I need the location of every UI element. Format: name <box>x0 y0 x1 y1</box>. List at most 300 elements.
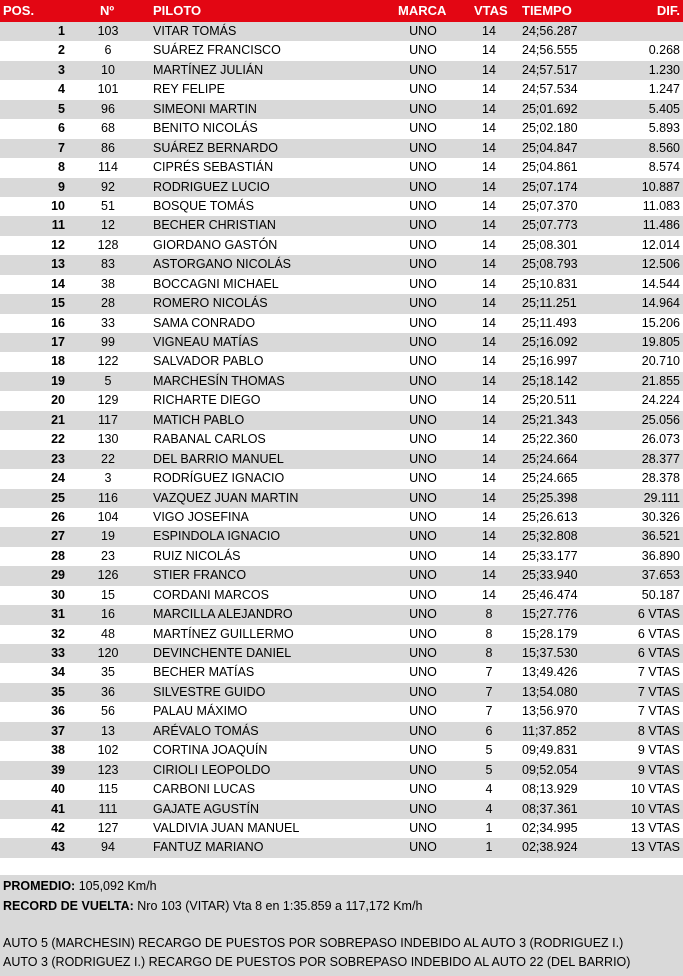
cell-num: 23 <box>101 548 115 563</box>
cell-marca: UNO <box>409 354 437 369</box>
cell-pos: 6 <box>58 121 65 136</box>
cell-dif: 20.710 <box>641 354 680 369</box>
table-row <box>0 119 683 138</box>
cell-marca: UNO <box>409 237 437 252</box>
cell-piloto: BECHER MATÍAS <box>153 665 255 680</box>
cell-dif: 6 VTAS <box>637 607 680 622</box>
cell-marca: UNO <box>409 179 437 194</box>
cell-piloto: MARCHESÍN THOMAS <box>153 373 285 388</box>
promedio-line <box>3 879 157 893</box>
cell-pos: 30 <box>51 587 65 602</box>
cell-dif: 36.521 <box>641 529 680 544</box>
cell-num: 115 <box>98 782 118 797</box>
cell-vtas: 14 <box>482 101 496 116</box>
cell-vtas: 14 <box>482 121 496 136</box>
cell-piloto: CORTINA JOAQUÍN <box>153 743 268 758</box>
cell-pos: 21 <box>51 412 65 427</box>
cell-marca: UNO <box>409 840 437 855</box>
cell-marca: UNO <box>409 101 437 116</box>
cell-vtas: 7 <box>485 665 493 680</box>
cell-vtas: 14 <box>482 490 496 505</box>
cell-num: 99 <box>101 335 115 349</box>
table-row <box>0 314 683 333</box>
cell-vtas: 14 <box>482 140 496 155</box>
cell-dif: 36.890 <box>641 548 680 563</box>
cell-tiempo: 24;56.555 <box>522 43 578 58</box>
cell-num: 68 <box>101 121 115 136</box>
cell-pos: 22 <box>51 432 65 447</box>
cell-tiempo: 25;02.180 <box>522 121 578 136</box>
cell-marca: UNO <box>409 160 437 175</box>
cell-pos: 36 <box>51 704 65 719</box>
cell-dif: 13 VTAS <box>630 840 680 855</box>
cell-piloto: PALAU MÁXIMO <box>153 704 248 719</box>
table-row <box>0 838 683 857</box>
cell-num: 83 <box>101 257 115 272</box>
cell-num: 101 <box>97 82 119 97</box>
cell-num: 122 <box>97 354 119 369</box>
cell-tiempo: 02;38.924 <box>522 840 578 855</box>
cell-dif: 50.187 <box>641 587 680 602</box>
table-header <box>0 0 683 22</box>
cell-pos: 39 <box>51 762 65 777</box>
cell-vtas: 6 <box>485 723 493 738</box>
cell-tiempo: 13;49.426 <box>522 665 578 680</box>
cell-marca: UNO <box>409 393 437 408</box>
cell-piloto: BECHER CHRISTIAN <box>153 218 276 233</box>
cell-dif: 29.111 <box>643 490 680 505</box>
cell-vtas: 14 <box>482 471 496 486</box>
cell-marca: UNO <box>409 509 437 524</box>
cell-marca: UNO <box>409 412 437 427</box>
cell-dif: 6 VTAS <box>637 626 680 641</box>
table-row <box>0 586 683 605</box>
cell-vtas: 14 <box>482 43 496 58</box>
cell-marca: UNO <box>409 62 437 77</box>
cell-dif: 9 VTAS <box>637 743 680 758</box>
cell-tiempo: 25;20.511 <box>522 393 577 408</box>
cell-marca: UNO <box>409 198 437 213</box>
table-row <box>0 508 683 527</box>
cell-num: 92 <box>101 179 115 194</box>
cell-piloto: VAZQUEZ JUAN MARTIN <box>153 490 299 505</box>
cell-marca: UNO <box>409 140 437 155</box>
cell-pos: 19 <box>51 373 65 388</box>
cell-vtas: 14 <box>482 82 496 97</box>
cell-piloto: RODRÍGUEZ IGNACIO <box>153 471 285 486</box>
cell-vtas: 14 <box>482 529 496 544</box>
cell-tiempo: 25;04.847 <box>522 140 578 155</box>
cell-pos: 20 <box>51 393 65 408</box>
cell-num: 104 <box>97 509 119 524</box>
cell-piloto: VITAR TOMÁS <box>153 24 237 38</box>
cell-piloto: SAMA CONRADO <box>153 315 256 330</box>
cell-tiempo: 15;37.530 <box>522 646 578 660</box>
header-vtas: VTAS <box>474 3 508 18</box>
cell-marca: UNO <box>409 801 437 816</box>
cell-pos: 33 <box>51 646 65 660</box>
cell-dif: 10 VTAS <box>630 801 680 816</box>
cell-dif: 10.887 <box>641 179 680 194</box>
cell-piloto: DEL BARRIO MANUEL <box>153 451 284 466</box>
cell-piloto: ESPINDOLA IGNACIO <box>153 529 281 544</box>
cell-pos: 34 <box>51 665 65 680</box>
cell-num: 3 <box>104 471 112 486</box>
cell-tiempo: 25;10.831 <box>522 276 578 291</box>
cell-vtas: 14 <box>482 451 496 466</box>
cell-pos: 7 <box>58 140 65 155</box>
cell-tiempo: 08;13.929 <box>522 782 578 797</box>
cell-pos: 16 <box>51 315 65 330</box>
cell-num: 33 <box>101 315 115 330</box>
table-row <box>0 489 683 508</box>
table-row <box>0 100 683 119</box>
cell-tiempo: 11;37.852 <box>522 723 577 738</box>
cell-vtas: 8 <box>485 626 493 641</box>
cell-num: 102 <box>97 743 119 758</box>
cell-dif: 14.544 <box>641 276 680 291</box>
header-pos: POS. <box>3 3 35 18</box>
cell-vtas: 14 <box>482 568 496 583</box>
note-1: AUTO 5 (MARCHESIN) RECARGO DE PUESTOS POR SOBREPASO INDEBIDO AL AUTO 3 (RODRIGUEZ I.) <box>3 936 624 950</box>
cell-piloto: ARÉVALO TOMÁS <box>153 723 259 738</box>
header-marca: MARCA <box>398 3 447 18</box>
cell-pos: 13 <box>51 257 65 272</box>
table-row <box>0 255 683 274</box>
cell-vtas: 14 <box>482 548 496 563</box>
cell-pos: 38 <box>51 743 65 758</box>
cell-tiempo: 15;27.776 <box>522 607 578 622</box>
table-row <box>0 702 683 721</box>
cell-piloto: MARTÍNEZ JULIÁN <box>153 62 264 77</box>
cell-vtas: 14 <box>482 160 496 175</box>
cell-tiempo: 09;49.831 <box>522 743 578 758</box>
cell-vtas: 4 <box>485 782 493 797</box>
cell-piloto: SUÁREZ FRANCISCO <box>153 43 281 58</box>
table-row <box>0 178 683 197</box>
cell-dif: 8 VTAS <box>637 723 680 738</box>
cell-dif: 10 VTAS <box>630 782 680 797</box>
cell-dif: 25.056 <box>641 412 680 427</box>
cell-dif: 8.574 <box>648 160 680 175</box>
cell-dif: 1.230 <box>648 62 680 77</box>
cell-pos: 41 <box>51 801 65 816</box>
cell-dif: 37.653 <box>641 568 680 583</box>
cell-num: 56 <box>101 704 115 719</box>
cell-marca: UNO <box>409 471 437 486</box>
table-row <box>0 236 683 255</box>
cell-tiempo: 24;57.534 <box>522 82 578 97</box>
cell-piloto: MARTÍNEZ GUILLERMO <box>153 626 294 641</box>
cell-vtas: 14 <box>482 257 496 272</box>
cell-piloto: VIGNEAU MATÍAS <box>153 335 259 349</box>
cell-piloto: GAJATE AGUSTÍN <box>153 801 260 816</box>
cell-dif: 7 VTAS <box>637 704 680 719</box>
cell-num: 86 <box>101 140 115 155</box>
cell-tiempo: 25;07.174 <box>522 179 578 194</box>
table-row <box>0 780 683 799</box>
header-piloto: PILOTO <box>153 3 202 18</box>
cell-pos: 17 <box>51 335 65 349</box>
cell-marca: UNO <box>409 607 437 622</box>
cell-pos: 37 <box>51 723 65 738</box>
cell-tiempo: 02;34.995 <box>522 820 578 835</box>
table-row <box>0 566 683 585</box>
cell-num: 12 <box>101 218 115 233</box>
table-row <box>0 216 683 235</box>
cell-dif: 19.805 <box>641 335 680 349</box>
header-tiempo: TIEMPO <box>522 3 572 18</box>
note-2: AUTO 3 (RODRIGUEZ I.) RECARGO DE PUESTOS POR SOBREPASO INDEBIDO AL AUTO 22 (DEL BARRIO) <box>3 955 631 969</box>
cell-piloto: VIGO JOSEFINA <box>153 509 249 524</box>
cell-vtas: 14 <box>482 315 496 330</box>
cell-marca: UNO <box>409 43 437 58</box>
cell-vtas: 14 <box>482 218 496 233</box>
cell-piloto: MARCILLA ALEJANDRO <box>153 607 293 622</box>
table-row <box>0 430 683 449</box>
table-row <box>0 411 683 430</box>
cell-piloto: SIMEONI MARTIN <box>153 101 257 116</box>
table-row <box>0 197 683 216</box>
cell-marca: UNO <box>409 315 437 330</box>
table-row <box>0 391 683 410</box>
cell-num: 10 <box>101 62 115 77</box>
table-row <box>0 527 683 546</box>
cell-num: 117 <box>98 412 118 427</box>
cell-piloto: RUIZ NICOLÁS <box>153 548 241 563</box>
cell-num: 48 <box>101 626 115 641</box>
cell-marca: UNO <box>409 121 437 136</box>
cell-vtas: 14 <box>482 587 496 602</box>
cell-tiempo: 25;24.664 <box>522 451 578 466</box>
cell-num: 116 <box>98 490 118 505</box>
cell-dif: 5.893 <box>648 121 680 136</box>
table-row <box>0 625 683 644</box>
cell-num: 127 <box>97 820 119 835</box>
cell-marca: UNO <box>409 762 437 777</box>
cell-num: 36 <box>101 684 115 699</box>
cell-pos: 10 <box>51 198 65 213</box>
cell-vtas: 14 <box>482 296 496 311</box>
cell-vtas: 8 <box>485 646 493 660</box>
promedio-value: 105,092 Km/h <box>75 879 157 893</box>
cell-vtas: 5 <box>485 762 493 777</box>
cell-vtas: 7 <box>485 684 493 699</box>
cell-pos: 2 <box>58 43 65 58</box>
cell-piloto: VALDIVIA JUAN MANUEL <box>153 820 300 835</box>
cell-tiempo: 25;33.177 <box>522 548 578 563</box>
cell-pos: 12 <box>51 237 65 252</box>
cell-marca: UNO <box>409 587 437 602</box>
cell-pos: 40 <box>51 782 65 797</box>
cell-tiempo: 15;28.179 <box>522 626 578 641</box>
cell-dif: 9 VTAS <box>637 762 680 777</box>
cell-pos: 18 <box>51 354 65 369</box>
cell-pos: 32 <box>51 626 65 641</box>
cell-marca: UNO <box>409 276 437 291</box>
cell-pos: 27 <box>51 529 65 544</box>
cell-vtas: 14 <box>482 276 496 291</box>
cell-marca: UNO <box>409 626 437 641</box>
cell-vtas: 14 <box>482 432 496 447</box>
cell-pos: 8 <box>58 160 65 175</box>
cell-dif: 1.247 <box>648 82 680 97</box>
cell-num: 13 <box>101 723 115 738</box>
cell-pos: 35 <box>51 684 65 699</box>
record-label: RECORD DE VUELTA: <box>3 899 134 913</box>
cell-piloto: SUÁREZ BERNARDO <box>153 140 279 155</box>
cell-vtas: 7 <box>485 704 493 719</box>
table-row <box>0 139 683 158</box>
cell-num: 130 <box>97 432 119 447</box>
cell-tiempo: 13;56.970 <box>522 704 578 719</box>
record-line <box>3 899 422 913</box>
cell-dif: 13 VTAS <box>630 820 680 835</box>
cell-vtas: 14 <box>482 179 496 194</box>
cell-tiempo: 25;11.493 <box>522 315 577 330</box>
header-dif: DIF. <box>656 3 680 18</box>
cell-marca: UNO <box>409 568 437 583</box>
cell-dif: 24.224 <box>641 393 680 408</box>
cell-tiempo: 09;52.054 <box>522 762 578 777</box>
cell-pos: 23 <box>51 451 65 466</box>
cell-num: 126 <box>97 568 119 583</box>
cell-vtas: 14 <box>482 393 496 408</box>
table-row <box>0 333 683 352</box>
cell-pos: 5 <box>58 101 65 116</box>
cell-piloto: RABANAL CARLOS <box>153 432 266 447</box>
cell-piloto: BOSQUE TOMÁS <box>153 198 254 213</box>
table-row <box>0 158 683 177</box>
cell-piloto: ASTORGANO NICOLÁS <box>153 257 291 272</box>
cell-marca: UNO <box>409 490 437 505</box>
cell-marca: UNO <box>409 646 437 660</box>
cell-marca: UNO <box>409 665 437 680</box>
cell-dif: 6 VTAS <box>637 646 680 660</box>
table-row <box>0 722 683 741</box>
cell-pos: 9 <box>58 179 65 194</box>
cell-num: 15 <box>101 587 115 602</box>
cell-tiempo: 25;11.251 <box>522 296 577 311</box>
cell-piloto: SILVESTRE GUIDO <box>153 684 266 699</box>
cell-vtas: 14 <box>482 198 496 213</box>
cell-tiempo: 25;08.793 <box>522 257 578 272</box>
table-row <box>0 644 683 663</box>
cell-dif: 12.506 <box>641 257 680 272</box>
cell-num: 120 <box>97 646 119 660</box>
cell-dif: 0.268 <box>648 43 680 58</box>
cell-num: 35 <box>101 665 115 680</box>
cell-num: 5 <box>104 373 112 388</box>
cell-pos: 28 <box>51 548 65 563</box>
cell-num: 22 <box>101 451 115 466</box>
table-row <box>0 800 683 819</box>
table-row <box>0 547 683 566</box>
cell-piloto: CIRIOLI LEOPOLDO <box>153 762 271 777</box>
cell-piloto: CARBONI LUCAS <box>153 782 256 797</box>
cell-pos: 43 <box>51 840 65 855</box>
cell-vtas: 14 <box>482 237 496 252</box>
cell-dif: 15.206 <box>641 315 680 330</box>
cell-vtas: 14 <box>482 373 496 388</box>
cell-num: 51 <box>101 198 115 213</box>
table-row <box>0 761 683 780</box>
table-row <box>0 605 683 624</box>
cell-tiempo: 25;18.142 <box>522 373 578 388</box>
cell-pos: 1 <box>58 24 65 38</box>
table-row <box>0 819 683 838</box>
cell-piloto: MATICH PABLO <box>153 412 245 427</box>
cell-piloto: BENITO NICOLÁS <box>153 121 258 136</box>
cell-marca: UNO <box>409 257 437 272</box>
cell-pos: 25 <box>51 490 65 505</box>
cell-piloto: BOCCAGNI MICHAEL <box>153 276 279 291</box>
cell-tiempo: 24;57.517 <box>522 62 578 77</box>
cell-vtas: 1 <box>485 820 493 835</box>
cell-vtas: 14 <box>482 24 496 38</box>
cell-tiempo: 25;33.940 <box>522 568 578 583</box>
cell-tiempo: 08;37.361 <box>522 801 578 816</box>
cell-vtas: 1 <box>485 840 493 855</box>
table-row <box>0 469 683 488</box>
cell-vtas: 8 <box>485 607 493 622</box>
cell-piloto: GIORDANO GASTÓN <box>153 237 278 252</box>
cell-marca: UNO <box>409 704 437 719</box>
cell-pos: 14 <box>51 276 65 291</box>
cell-num: 114 <box>98 160 118 175</box>
cell-tiempo: 25;46.474 <box>522 587 578 602</box>
table-row <box>0 41 683 60</box>
cell-dif: 11.083 <box>642 198 680 213</box>
table-row <box>0 683 683 702</box>
cell-marca: UNO <box>409 82 437 97</box>
cell-num: 94 <box>101 840 115 855</box>
cell-vtas: 14 <box>482 509 496 524</box>
cell-marca: UNO <box>409 548 437 563</box>
cell-piloto: SALVADOR PABLO <box>153 354 264 369</box>
cell-num: 28 <box>101 296 115 311</box>
cell-pos: 3 <box>58 62 65 77</box>
cell-piloto: ROMERO NICOLÁS <box>153 296 268 311</box>
cell-num: 103 <box>97 24 119 38</box>
cell-num: 128 <box>97 237 119 252</box>
cell-vtas: 5 <box>485 743 493 758</box>
table-row <box>0 352 683 371</box>
cell-num: 111 <box>98 801 118 816</box>
cell-dif: 7 VTAS <box>637 684 680 699</box>
cell-marca: UNO <box>409 684 437 699</box>
cell-marca: UNO <box>409 743 437 758</box>
cell-tiempo: 25;16.997 <box>522 354 578 369</box>
cell-piloto: RICHARTE DIEGO <box>153 393 261 408</box>
cell-tiempo: 25;07.773 <box>522 218 578 233</box>
cell-pos: 24 <box>51 471 65 486</box>
cell-marca: UNO <box>409 24 437 38</box>
record-value: Nro 103 (VITAR) Vta 8 en 1:35.859 a 117,172 Km/h <box>133 899 423 913</box>
cell-vtas: 4 <box>485 801 493 816</box>
cell-tiempo: 25;01.692 <box>522 101 578 116</box>
cell-num: 16 <box>101 607 115 622</box>
table-row <box>0 22 683 41</box>
cell-vtas: 14 <box>482 62 496 77</box>
cell-marca: UNO <box>409 432 437 447</box>
cell-num: 38 <box>101 276 115 291</box>
cell-piloto: RODRIGUEZ LUCIO <box>153 179 270 194</box>
cell-tiempo: 25;16.092 <box>522 335 578 349</box>
cell-dif: 21.855 <box>641 373 680 388</box>
cell-pos: 31 <box>51 607 65 622</box>
cell-piloto: CORDANI MARCOS <box>153 587 269 602</box>
